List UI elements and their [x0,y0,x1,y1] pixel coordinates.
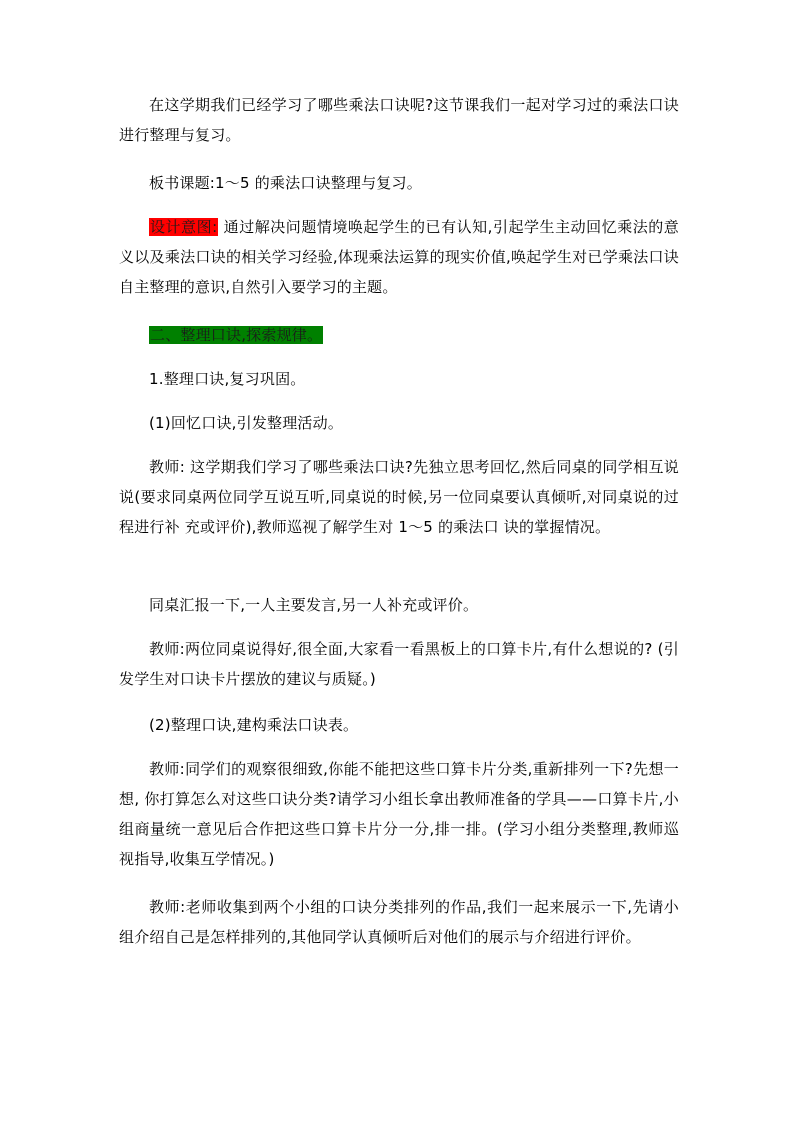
paragraph-substep-1 [119,408,679,438]
paragraph-teacher-4 [119,892,679,952]
paragraph-substep-1-text: (1)回忆口诀,引发整理活动。 [149,414,344,432]
paragraph-teacher-2 [119,634,679,694]
paragraph-teacher-3 [119,754,679,874]
section-heading-text: 二、整理口诀,探索规律。 [150,326,323,344]
paragraph-design-intent [119,212,679,302]
paragraph-intro [119,90,679,150]
paragraph-board-title-text: 板书课题:1～5 的乘法口诀整理与复习。 [149,174,422,192]
paragraph-step-1 [119,364,679,394]
paragraph-intro-text: 在这学期我们已经学习了哪些乘法口诀呢?这节课我们一起对学习过的乘法口诀进行整理与复习。 [119,96,679,144]
design-intent-text: 通过解决问题情境唤起学生的已有认知,引起学生主动回忆乘法的意义以及乘法口诀的相关学习经验,体现乘法运算的现实价值,唤起学生对已学乘法口诀自主整理的意识,自然引入要学习的主题。 [119,218,679,296]
paragraph-deskmate-report [119,590,679,620]
section-heading [119,320,679,350]
paragraph-teacher-1-text: 教师: 这学期我们学习了哪些乘法口诀?先独立思考回忆,然后同桌的同学相互说说(要求同桌两位同学互说互听,同桌说的时候,另一位同桌要认真倾听,对同桌说的过程进行补 充或评价),教师巡视了解学生对 1～5 的乘法口 诀的掌握情况。 [119,458,679,536]
paragraph-substep-2 [119,710,679,740]
paragraph-board-title [119,168,679,198]
paragraph-teacher-4-text: 教师:老师收集到两个小组的口诀分类排列的作品,我们一起来展示一下,先请小组介绍自己是怎样排列的,其他同学认真倾听后对他们的展示与介绍进行评价。 [119,898,679,946]
design-intent-tag: 设计意图: [150,218,218,236]
paragraph-deskmate-report-text: 同桌汇报一下,一人主要发言,另一人补充或评价。 [149,596,479,614]
paragraph-teacher-1 [119,452,679,542]
paragraph-teacher-2-text: 教师:两位同桌说得好,很全面,大家看一看黑板上的口算卡片,有什么想说的? (引发学生对口诀卡片摆放的建议与质疑。) [119,640,679,688]
paragraph-substep-2-text: (2)整理口诀,建构乘法口诀表。 [149,716,359,734]
paragraph-teacher-3-text: 教师:同学们的观察很细致,你能不能把这些口算卡片分类,重新排列一下?先想一想, 你打算怎么对这些口诀分类?请学习小组长拿出教师准备的学具——口算卡片,小组商量统一意见后合作把这些口算卡片分一分,排一排。(学习小组分类整理,教师巡视指导,收集互学情况。) [119,760,679,868]
paragraph-step-1-text: 1.整理口诀,复习巩固。 [149,370,306,388]
